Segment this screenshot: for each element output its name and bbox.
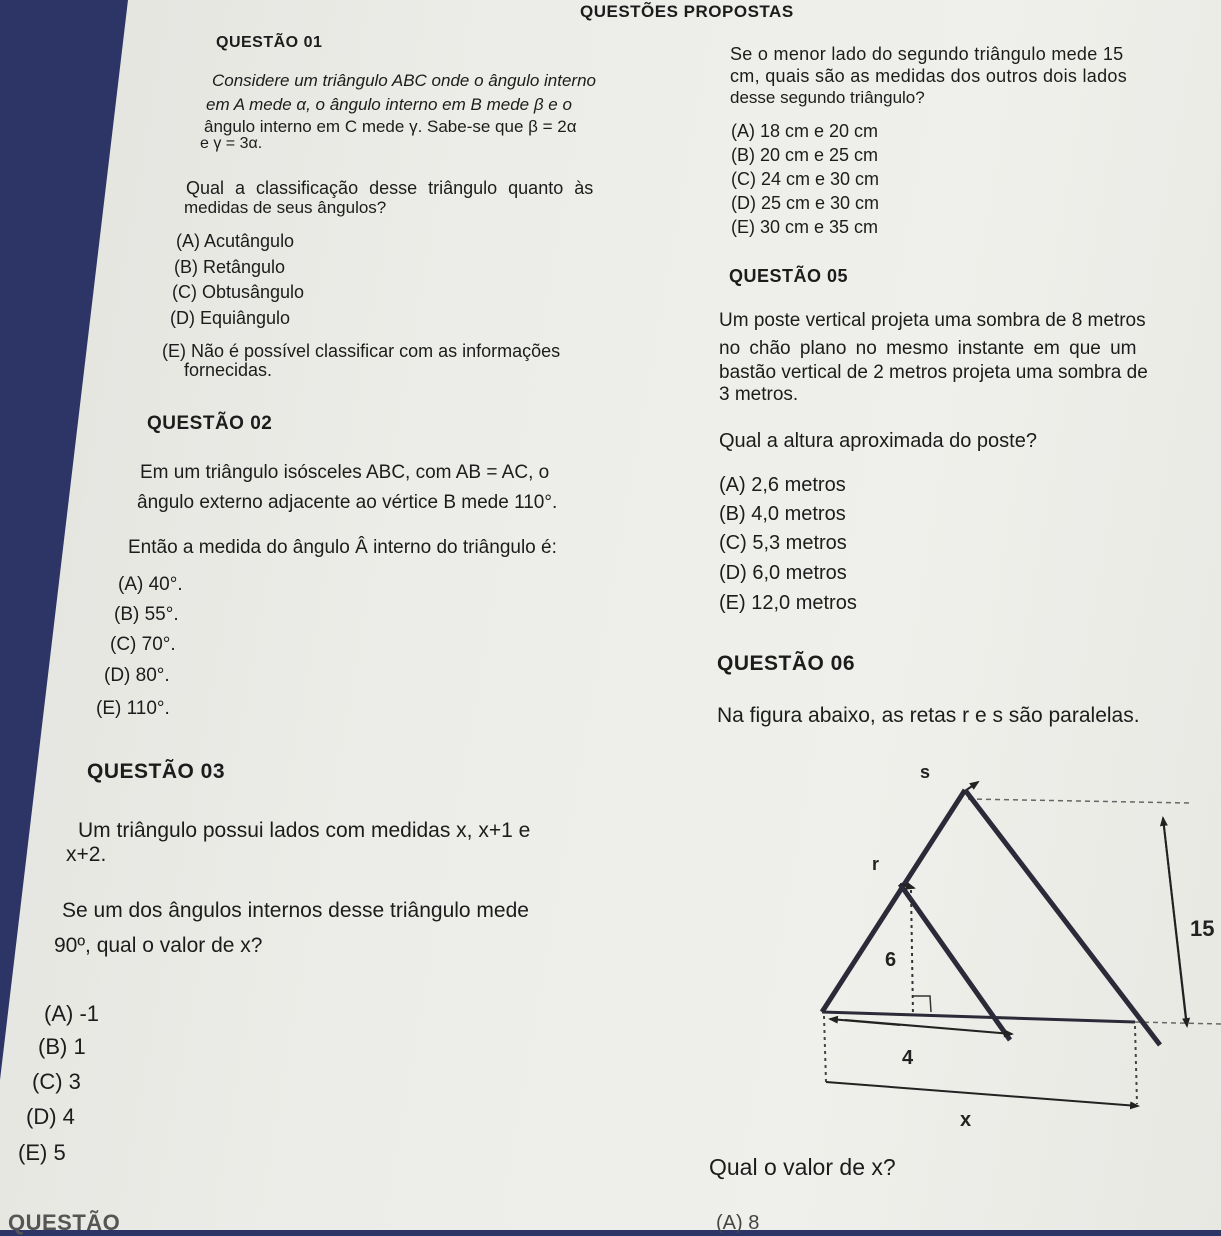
q2-option-b: (B) 55°. <box>114 604 179 625</box>
q6-option-a: (A) 8 <box>716 1212 760 1234</box>
q3-question-line: 90º, qual o valor de x? <box>54 934 263 957</box>
q5-option-c: (C) 5,3 metros <box>719 532 847 554</box>
q3-text-line: x+2. <box>66 843 107 866</box>
q2-option-d: (D) 80°. <box>104 665 170 686</box>
top-dashed-line <box>968 799 1190 803</box>
q1-option-d: (D) Equiângulo <box>170 308 291 328</box>
parallel-lines-figure <box>800 760 1221 1140</box>
q2-heading: QUESTÃO 02 <box>147 413 273 434</box>
q1-heading: QUESTÃO 01 <box>216 34 323 51</box>
q4-option-a: (A) 18 cm e 20 cm <box>731 121 879 141</box>
q6-question: Qual o valor de x? <box>709 1154 896 1180</box>
base-line <box>822 1012 1135 1022</box>
q2-question: Então a medida do ângulo Â interno do triângulo é: <box>128 537 557 558</box>
big-triangle-side <box>965 790 1160 1045</box>
q5-option-e: (E) 12,0 metros <box>719 592 857 614</box>
q1-option-e-cont: fornecidas. <box>184 360 273 380</box>
q6-heading: QUESTÃO 06 <box>717 652 856 675</box>
q2-option-c: (C) 70°. <box>110 634 176 655</box>
q5-option-d: (D) 6,0 metros <box>719 562 847 584</box>
base-big-arrow <box>826 1082 1138 1106</box>
q4-option-c: (C) 24 cm e 30 cm <box>731 169 880 189</box>
q4-option-e: (E) 30 cm e 35 cm <box>731 217 879 237</box>
q5-text-line: 3 metros. <box>719 384 799 405</box>
q5-question: Qual a altura aproximada do poste? <box>719 430 1037 452</box>
q2-text-line: ângulo externo adjacente ao vértice B mede 110°. <box>137 492 558 513</box>
x-left-guide <box>824 1016 826 1082</box>
q1-option-c: (C) Obtusângulo <box>172 282 305 302</box>
q5-text-line: Um poste vertical projeta uma sombra de 8 metros <box>719 310 1146 331</box>
q2-option-e: (E) 110°. <box>96 698 170 719</box>
q5-text-line: no chão plano no mesmo instante em que um <box>719 338 1137 359</box>
q4-text-line: desse segundo triângulo? <box>730 88 925 107</box>
label-s: s <box>920 762 931 782</box>
q1-question-line: Qual a classificação desse triângulo quanto às <box>186 178 594 198</box>
q3-text-line: Um triângulo possui lados com medidas x, x+1 e <box>78 819 531 842</box>
q1-question-line: medidas de seus ângulos? <box>184 198 387 217</box>
x-right-guide <box>1135 1026 1137 1104</box>
q3-question-line: Se um dos ângulos internos desse triângulo mede <box>62 899 529 922</box>
label-4: 4 <box>902 1047 914 1069</box>
q3-option-b: (B) 1 <box>38 1034 86 1059</box>
base-dashed-extension <box>1135 1022 1221 1024</box>
base-small-arrow-left <box>830 1019 900 1025</box>
q1-option-b: (B) Retângulo <box>174 257 286 277</box>
q3-heading: QUESTÃO 03 <box>87 760 226 783</box>
q1-text-line: em A mede α, o ângulo interno em B mede β e o <box>206 95 572 114</box>
next-question-heading: QUESTÃO <box>8 1210 121 1235</box>
q3-option-a: (A) -1 <box>44 1001 99 1026</box>
q2-text-line: Em um triângulo isósceles ABC, com AB = AC, o <box>140 462 550 483</box>
q4-text-line: Se o menor lado do segundo triângulo mede 15 <box>730 44 1124 64</box>
q5-option-a: (A) 2,6 metros <box>719 474 846 496</box>
q3-option-c: (C) 3 <box>32 1069 81 1094</box>
q5-text-line: bastão vertical de 2 metros projeta uma sombra de <box>719 362 1148 383</box>
q4-option-d: (D) 25 cm e 30 cm <box>731 193 880 213</box>
q2-option-a: (A) 40°. <box>118 574 183 595</box>
q1-text-line: ângulo interno em C mede γ. Sabe-se que β = 2α <box>204 117 577 136</box>
q1-option-e: (E) Não é possível classificar com as informações <box>162 341 561 361</box>
q3-option-e: (E) 5 <box>18 1140 66 1165</box>
small-height <box>911 890 913 1015</box>
height-arrow-down <box>1163 818 1187 1026</box>
q3-option-d: (D) 4 <box>26 1104 75 1129</box>
page-title: QUESTÕES PROPOSTAS <box>580 2 794 21</box>
label-r: r <box>872 854 880 874</box>
q1-option-a: (A) Acutângulo <box>176 231 295 251</box>
q1-text-line: e γ = 3α. <box>200 135 263 152</box>
line-s <box>822 790 965 1012</box>
q5-option-b: (B) 4,0 metros <box>719 503 846 525</box>
right-angle-mark <box>913 996 931 1012</box>
label-6: 6 <box>885 949 897 971</box>
label-x: x <box>960 1109 972 1131</box>
q5-heading: QUESTÃO 05 <box>729 266 849 286</box>
q4-option-b: (B) 20 cm e 25 cm <box>731 145 879 165</box>
q4-text-line: cm, quais são as medidas dos outros dois lados <box>730 66 1128 86</box>
q6-text: Na figura abaixo, as retas r e s são paralelas. <box>717 704 1140 727</box>
label-15: 15 <box>1190 916 1215 941</box>
q1-text-line: Considere um triângulo ABC onde o ângulo interno <box>212 71 597 90</box>
